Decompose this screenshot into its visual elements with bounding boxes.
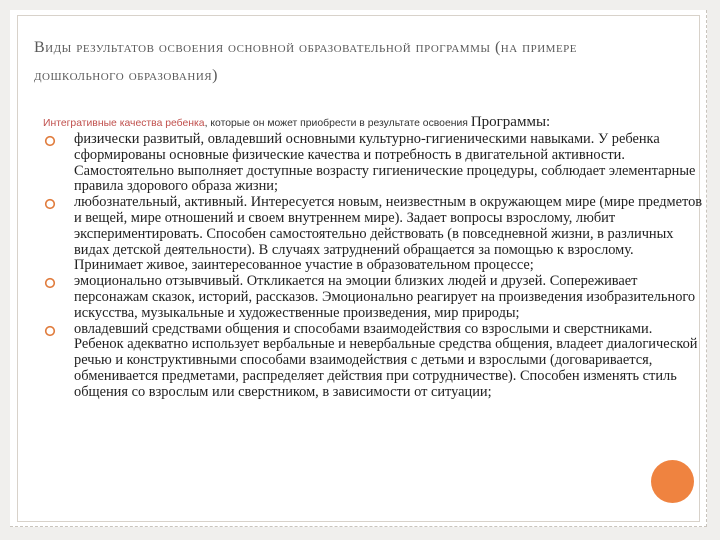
subtitle-highlight: Интегративные качества ребенка <box>43 118 205 129</box>
slide <box>10 10 707 527</box>
list-item-text: овладевший средствами общения и способами взаимодействия со взрослыми и сверстниками. Ребенок адекватно использует вербальные и невербальные средства общения, владеет диалогической речью и конструктивными способами взаимодействия с детьми и взрослыми (договаривается, обменивается предметами, распределяет действия при сотрудничестве). Способен изменять стиль общения со взрослым или сверстником, в зависимости от ситуации; <box>74 320 698 400</box>
hollow-circle-icon <box>44 325 56 337</box>
qualities-list <box>44 132 704 401</box>
hollow-circle-icon <box>44 277 56 289</box>
subtitle-programs: Программы: <box>470 114 551 130</box>
slide-title: Виды результатов освоения основной образовательной программы (на примере дошкольного образования) <box>34 39 578 84</box>
slide-subtitle <box>43 114 683 131</box>
list-item-text: физически развитый, овладевший основными культурно-гигиеническими навыками. У ребенка сформированы основные физические качества и потребность в двигательной активности. Самостоятельно выполняет доступные возрасту гигиенические процедуры, соблюдает элементарные правила здорового образа жизни; <box>74 131 696 195</box>
hollow-circle-icon <box>44 198 56 210</box>
list-item-text: эмоционально отзывчивый. Откликается на эмоции близких людей и друзей. Сопереживает персонажам сказок, историй, рассказов. Эмоционально реагирует на произведения изобразительного искусства, музыкальные и художественные произведения, мир природы; <box>74 273 696 321</box>
list-item <box>44 274 704 321</box>
hollow-circle-icon <box>44 135 56 147</box>
orange-circle-icon <box>651 460 694 503</box>
list-item <box>44 132 704 195</box>
list-item <box>44 195 704 274</box>
subtitle-text: , которые он может приобрести в результате освоения <box>204 118 471 129</box>
list-item <box>44 322 704 401</box>
list-item-text: любознательный, активный. Интересуется новым, неизвестным в окружающем мире (мире предметов и вещей, мире отношений и своем внутреннем мире). Задает вопросы взрослому, любит экспериментировать. Способен самостоятельно действовать (в повседневной жизни, в различных видах детской деятельности). В случаях затруднений обращается за помощью к взрослому. Принимает живое, заинтересованное участие в образовательном процессе; <box>74 194 703 274</box>
